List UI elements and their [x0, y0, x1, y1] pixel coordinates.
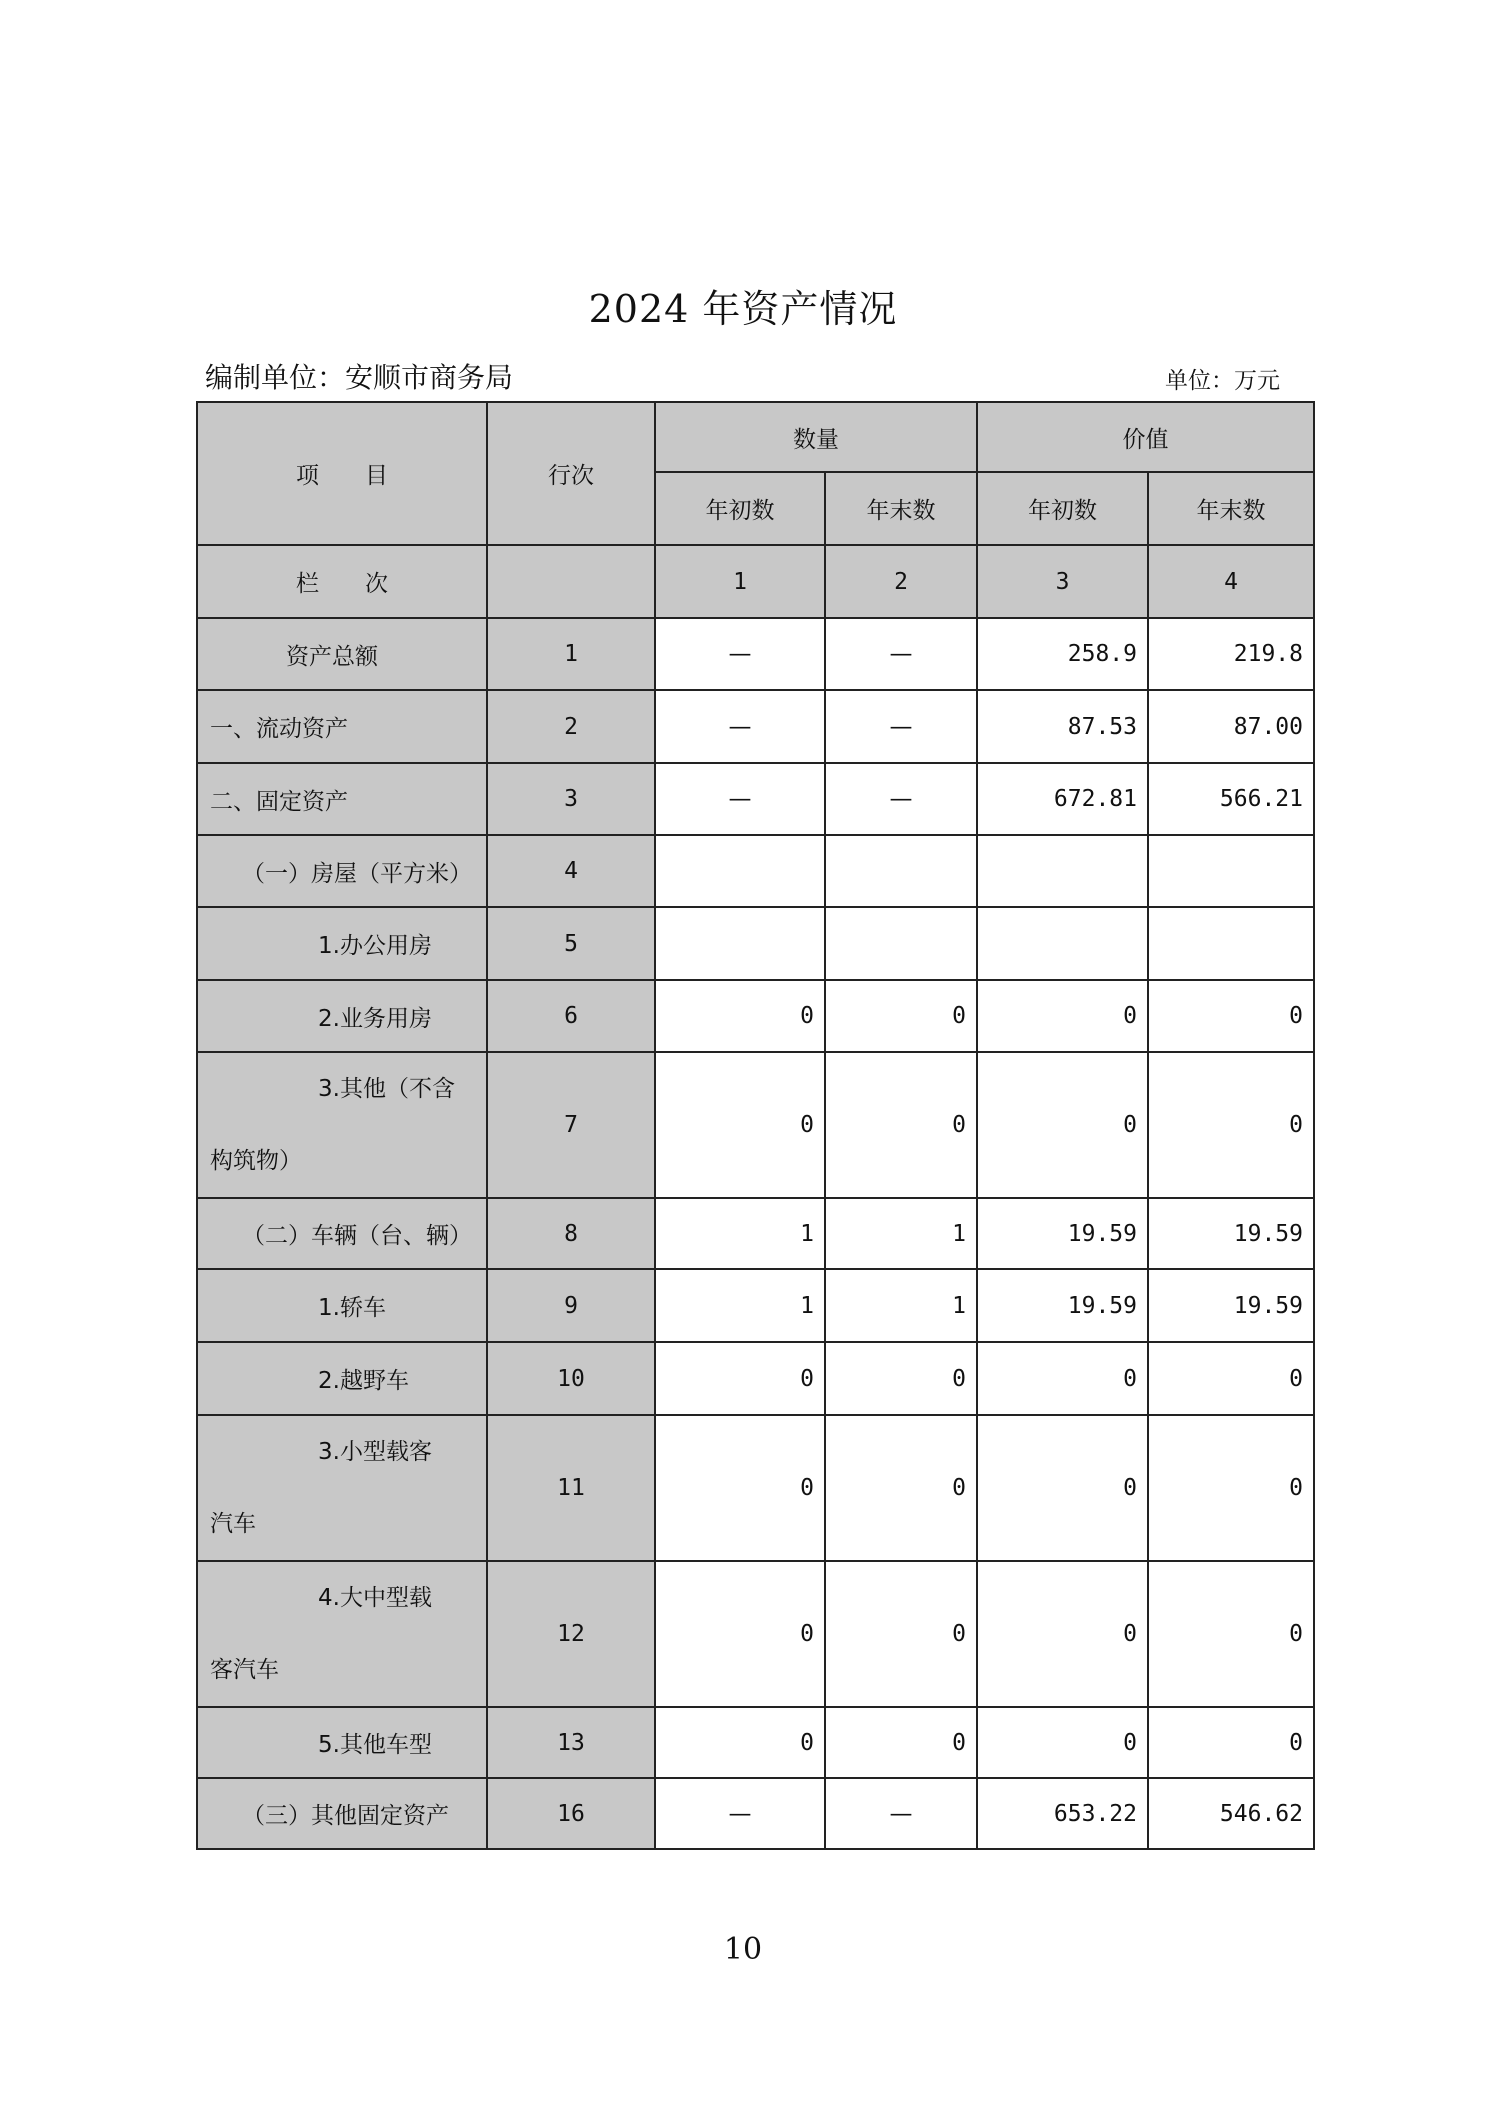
row-item-label: 一、流动资产 — [197, 690, 487, 763]
quantity-start: 0 — [655, 1342, 825, 1415]
row-item-label-line-2: 构筑物） — [210, 1148, 302, 1174]
value-start: 0 — [977, 1342, 1148, 1415]
value-end: 219.8 — [1148, 618, 1314, 690]
value-end: 0 — [1148, 1052, 1314, 1198]
quantity-start: 0 — [655, 980, 825, 1052]
row-item-label-line-1: 4.大中型载 — [318, 1585, 432, 1611]
quantity-end: — — [825, 618, 977, 690]
table-row — [197, 763, 1314, 835]
value-start: 19.59 — [977, 1269, 1148, 1342]
row-item-label: 二、固定资产 — [197, 763, 487, 835]
row-item-label: 2.业务用房 — [197, 980, 487, 1052]
row-number: 16 — [487, 1778, 655, 1849]
quantity-end: 1 — [825, 1198, 977, 1269]
value-end: 19.59 — [1148, 1198, 1314, 1269]
row-item-label: 1.轿车 — [197, 1269, 487, 1342]
quantity-end: — — [825, 690, 977, 763]
quantity-end — [825, 835, 977, 907]
quantity-start: 0 — [655, 1707, 825, 1778]
quantity-end: 0 — [825, 1707, 977, 1778]
table-row — [197, 907, 1314, 980]
value-start: 672.81 — [977, 763, 1148, 835]
column-index-2: 2 — [825, 545, 977, 618]
value-end: 0 — [1148, 1342, 1314, 1415]
table-row — [197, 1198, 1314, 1269]
quantity-start: — — [655, 690, 825, 763]
page-title: 2024 年资产情况 — [588, 287, 898, 331]
row-item-label: （一）房屋（平方米） — [197, 835, 487, 907]
column-index-4: 4 — [1148, 545, 1314, 618]
row-number: 12 — [487, 1561, 655, 1707]
value-start: 653.22 — [977, 1778, 1148, 1849]
row-number: 10 — [487, 1342, 655, 1415]
quantity-start: — — [655, 763, 825, 835]
row-number: 13 — [487, 1707, 655, 1778]
row-number: 3 — [487, 763, 655, 835]
value-start: 0 — [977, 1052, 1148, 1198]
header-value: 价值 — [977, 402, 1314, 472]
value-start: 258.9 — [977, 618, 1148, 690]
table-row — [197, 1415, 1314, 1561]
quantity-start: 0 — [655, 1415, 825, 1561]
quantity-end: 0 — [825, 1415, 977, 1561]
header-row-1 — [197, 402, 1314, 472]
row-item-label: 2.越野车 — [197, 1342, 487, 1415]
quantity-end: 1 — [825, 1269, 977, 1342]
row-item-label: 资产总额 — [197, 618, 487, 690]
header-quantity-end: 年末数 — [825, 472, 977, 545]
header-value-start: 年初数 — [977, 472, 1148, 545]
currency-unit: 单位：万元 — [1165, 368, 1280, 394]
table-row — [197, 1561, 1314, 1707]
value-start — [977, 907, 1148, 980]
value-start — [977, 835, 1148, 907]
column-index-row — [197, 545, 1314, 618]
quantity-start — [655, 907, 825, 980]
value-end — [1148, 835, 1314, 907]
row-number: 7 — [487, 1052, 655, 1198]
row-number: 5 — [487, 907, 655, 980]
value-end: 0 — [1148, 1415, 1314, 1561]
value-start: 19.59 — [977, 1198, 1148, 1269]
value-end: 546.62 — [1148, 1778, 1314, 1849]
value-end: 19.59 — [1148, 1269, 1314, 1342]
header-row-no: 行次 — [487, 402, 655, 545]
value-end: 87.00 — [1148, 690, 1314, 763]
row-number: 11 — [487, 1415, 655, 1561]
quantity-end: 0 — [825, 980, 977, 1052]
header-value-end: 年末数 — [1148, 472, 1314, 545]
page-number: 10 — [723, 1932, 763, 1967]
row-item-label — [197, 1052, 487, 1198]
value-start: 0 — [977, 1561, 1148, 1707]
value-start: 0 — [977, 1707, 1148, 1778]
table-row — [197, 835, 1314, 907]
quantity-start: — — [655, 1778, 825, 1849]
value-start: 0 — [977, 980, 1148, 1052]
quantity-end: 0 — [825, 1561, 977, 1707]
value-end — [1148, 907, 1314, 980]
table-row — [197, 618, 1314, 690]
table-row — [197, 690, 1314, 763]
row-number: 9 — [487, 1269, 655, 1342]
row-item-label-line-2: 汽车 — [210, 1511, 256, 1537]
table-row — [197, 1342, 1314, 1415]
row-item-label — [197, 1415, 487, 1561]
column-index-1: 1 — [655, 545, 825, 618]
quantity-end: — — [825, 763, 977, 835]
quantity-end — [825, 907, 977, 980]
row-number: 1 — [487, 618, 655, 690]
header-quantity-start: 年初数 — [655, 472, 825, 545]
row-item-label-line-1: 3.其他（不含 — [318, 1076, 455, 1102]
quantity-start: 1 — [655, 1269, 825, 1342]
row-item-label: （二）车辆（台、辆） — [197, 1198, 487, 1269]
table-row — [197, 1778, 1314, 1849]
row-number: 8 — [487, 1198, 655, 1269]
compiling-unit: 编制单位：安顺市商务局 — [205, 361, 514, 394]
row-item-label-line-1: 3.小型载客 — [318, 1439, 432, 1465]
header-item: 项 目 — [197, 402, 487, 545]
column-index-blank — [487, 545, 655, 618]
value-end: 0 — [1148, 980, 1314, 1052]
header-quantity: 数量 — [655, 402, 977, 472]
quantity-start: 0 — [655, 1561, 825, 1707]
value-end: 566.21 — [1148, 763, 1314, 835]
row-item-label — [197, 1561, 487, 1707]
table-row — [197, 1707, 1314, 1778]
quantity-start: 1 — [655, 1198, 825, 1269]
row-item-label: 5.其他车型 — [197, 1707, 487, 1778]
row-item-label: 1.办公用房 — [197, 907, 487, 980]
column-index-3: 3 — [977, 545, 1148, 618]
quantity-end: 0 — [825, 1052, 977, 1198]
quantity-start: — — [655, 618, 825, 690]
row-item-label-line-2: 客汽车 — [210, 1657, 279, 1683]
row-number: 6 — [487, 980, 655, 1052]
value-end: 0 — [1148, 1707, 1314, 1778]
value-start: 87.53 — [977, 690, 1148, 763]
table-row — [197, 1052, 1314, 1198]
value-end: 0 — [1148, 1561, 1314, 1707]
row-number: 2 — [487, 690, 655, 763]
table-row — [197, 980, 1314, 1052]
value-start: 0 — [977, 1415, 1148, 1561]
asset-table — [196, 401, 1315, 1850]
quantity-start — [655, 835, 825, 907]
quantity-end: 0 — [825, 1342, 977, 1415]
column-index-label: 栏 次 — [197, 545, 487, 618]
row-item-label: （三）其他固定资产 — [197, 1778, 487, 1849]
quantity-end: — — [825, 1778, 977, 1849]
quantity-start: 0 — [655, 1052, 825, 1198]
row-number: 4 — [487, 835, 655, 907]
table-row — [197, 1269, 1314, 1342]
